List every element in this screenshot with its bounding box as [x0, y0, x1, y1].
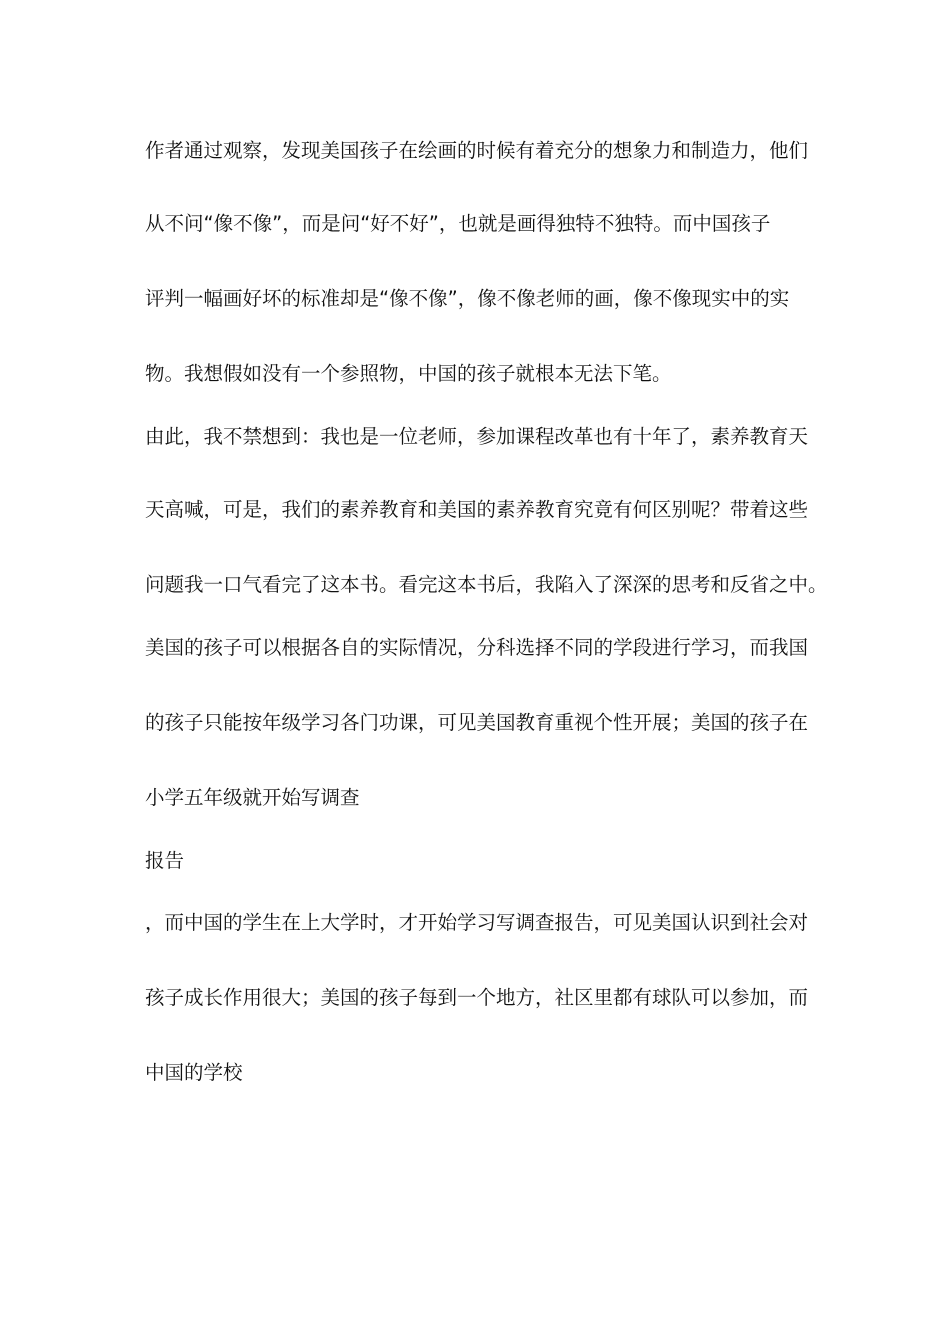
text-line: 天高喊，可是，我们的素养教育和美国的素养教育究竟有何区别呢？带着这些	[145, 498, 809, 521]
text-line: 作者通过观察，发现美国孩子在绘画的时候有着充分的想象力和制造力，他们	[145, 139, 809, 162]
text-line: 孩子成长作用很大；美国的孩子每到一个地方，社区里都有球队可以参加，而	[145, 986, 809, 1009]
text-line: 报告	[145, 849, 185, 872]
text-line: ，而中国的学生在上大学时，才开始学习写调查报告，可见美国认识到社会对	[145, 911, 809, 934]
text-line: 美国的孩子可以根据各自的实际情况，分科选择不同的学段进行学习，而我国	[145, 636, 809, 659]
text-line: 问题我一口气看完了这本书。看完这本书后，我陷入了深深的思考和反省之中。	[145, 573, 828, 596]
text-line: 的孩子只能按年级学习各门功课，可见美国教育重视个性开展；美国的孩子在	[145, 711, 809, 734]
text-line: 中国的学校	[145, 1061, 243, 1084]
text-line: 物。我想假如没有一个参照物，中国的孩子就根本无法下笔。	[145, 362, 672, 385]
text-line: 小学五年级就开始写调查	[145, 786, 360, 809]
text-line: 由此，我不禁想到：我也是一位老师，参加课程改革也有十年了，素养教育天	[145, 425, 809, 448]
text-line: 从不问“像不像”，而是问“好不好”，也就是画得独特不独特。而中国孩子	[145, 212, 771, 235]
text-line: 评判一幅画好坏的标准却是“像不像”，像不像老师的画，像不像现实中的实	[145, 287, 790, 310]
